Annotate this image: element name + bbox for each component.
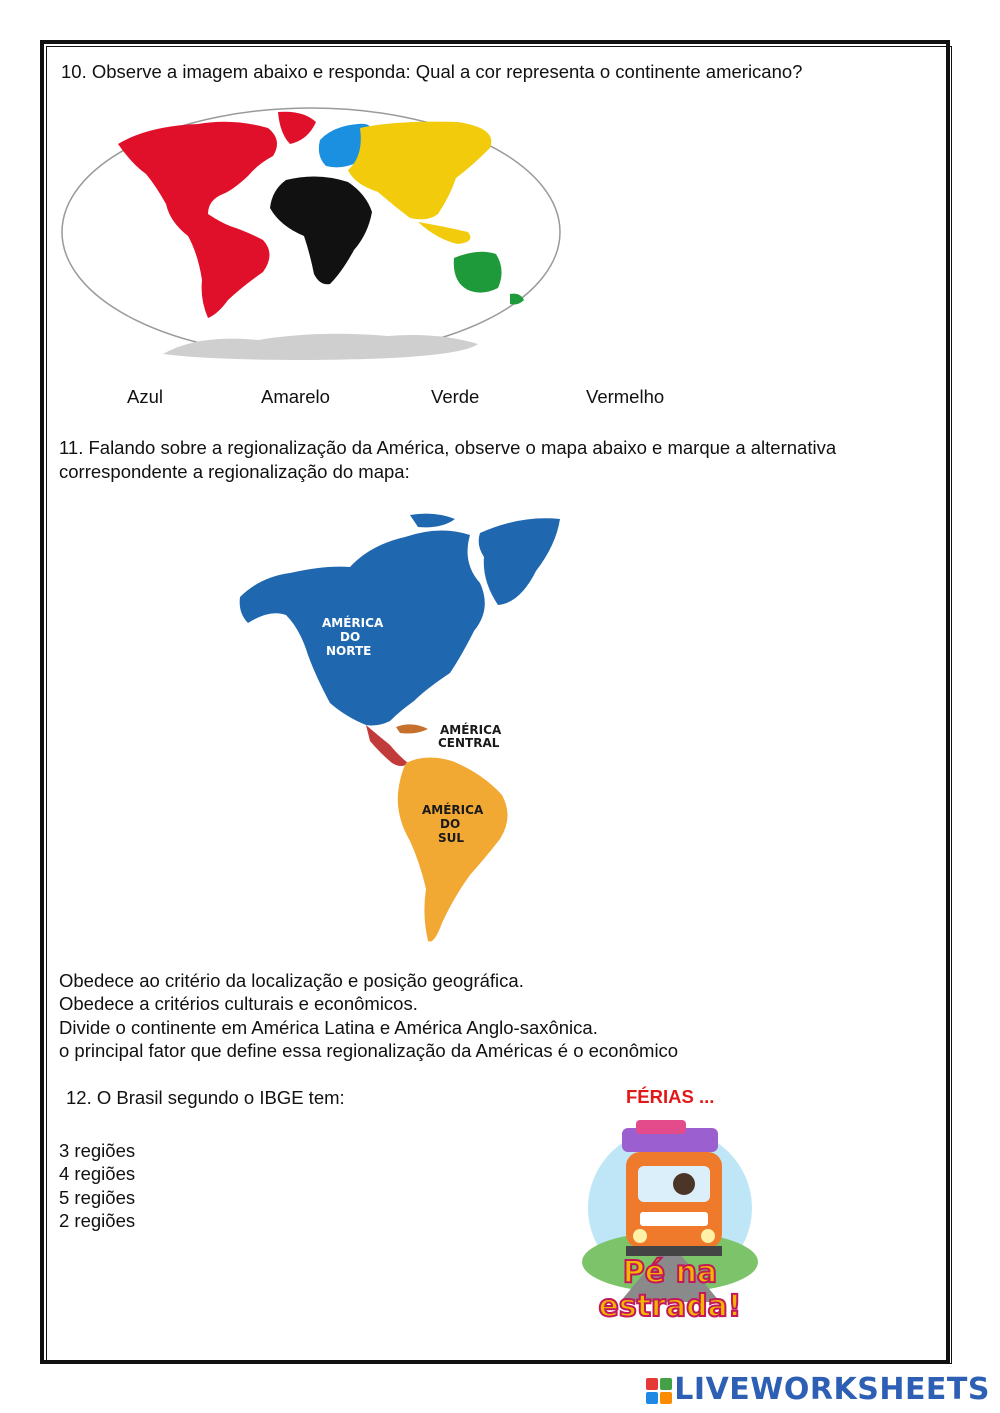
- q12-option-4[interactable]: 2 regiões: [59, 1209, 136, 1231]
- q11-options: [59, 969, 678, 1062]
- label-america-do-sul-3: SUL: [438, 831, 465, 845]
- label-america-do-norte-3: NORTE: [326, 644, 372, 658]
- q10-option-vermelho[interactable]: Vermelho: [586, 386, 665, 407]
- q12-option-1[interactable]: 3 regiões: [59, 1140, 136, 1161]
- sticker-text-2: estrada!: [598, 1289, 742, 1324]
- liveworksheets-logo: [646, 1372, 990, 1407]
- question-12: 12. O Brasil segundo o IBGE tem:: [66, 1087, 345, 1108]
- question-11: [59, 436, 836, 484]
- q10-option-amarelo[interactable]: Amarelo: [261, 386, 330, 407]
- q12-option-3[interactable]: 5 regiões: [59, 1186, 136, 1208]
- q10-option-verde[interactable]: Verde: [431, 386, 480, 407]
- south-america-shape: [398, 757, 508, 941]
- label-america-do-sul-1: AMÉRICA: [422, 803, 484, 817]
- sticker-text-1: Pé na: [622, 1255, 718, 1290]
- question-11-line-2: correspondente a regionalização do mapa:: [59, 461, 410, 482]
- q11-option-4[interactable]: o principal fator que define essa regionalização da Américas é o econômico: [59, 1039, 679, 1061]
- q11-option-3[interactable]: Divide o continente em América Latina e América Anglo-saxônica.: [59, 1016, 598, 1038]
- label-america-do-norte-1: AMÉRICA: [322, 616, 384, 630]
- q12-options: [59, 1139, 135, 1232]
- q10-option-azul[interactable]: Azul: [127, 386, 163, 407]
- question-11-line-1: 11. Falando sobre a regionalização da América, observe o mapa abaixo e marque a alternativa: [59, 437, 837, 458]
- q12-option-2[interactable]: 4 regiões: [59, 1163, 136, 1185]
- world-map: [58, 104, 564, 362]
- label-america-do-norte-2: DO: [340, 630, 361, 644]
- q11-option-1[interactable]: Obedece ao critério da localização e posição geográfica.: [59, 970, 524, 991]
- brand-text: LIVEWORKSHEETS: [674, 1372, 990, 1407]
- label-america-central-2: CENTRAL: [438, 736, 500, 750]
- label-america-do-sul-2: DO: [440, 817, 461, 831]
- q11-option-2[interactable]: Obedece a critérios culturais e econômicos.: [59, 993, 418, 1015]
- question-10: 10. Observe a imagem abaixo e responda: Qual a cor representa o continente americano?: [61, 61, 803, 82]
- americas-region-map: [230, 505, 570, 950]
- ferias-heading: FÉRIAS ...: [626, 1086, 715, 1107]
- label-america-central-1: AMÉRICA: [440, 723, 502, 737]
- road-trip-sticker: [580, 1112, 760, 1324]
- liveworksheets-icon: [646, 1378, 672, 1404]
